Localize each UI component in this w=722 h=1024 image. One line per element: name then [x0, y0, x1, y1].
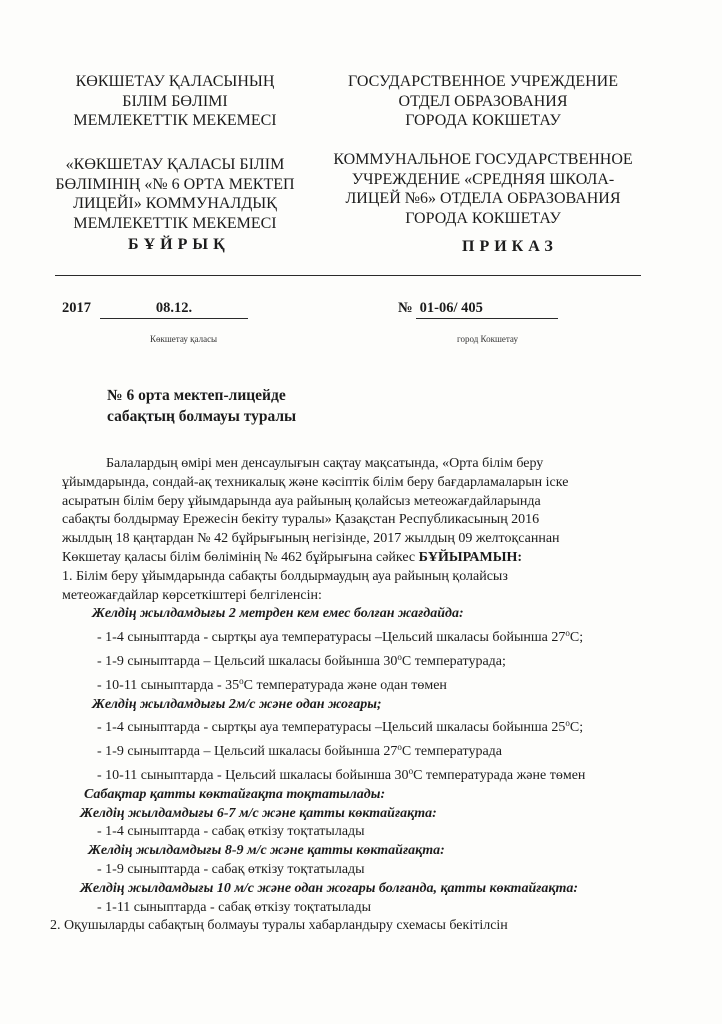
item-1-line: метеожағдайлар көрсеткіштері белгіленсін:: [62, 587, 322, 603]
intro-line: сабақты болдырмау Ережесін бекіту туралы» Қазақстан Республикасының 2016: [62, 512, 540, 528]
order-number: 01-06/ 405: [416, 300, 558, 319]
item-2-line: 2. Оқушыларды сабақтың болмауы туралы хабарландыру схемасы бекітілсін: [50, 918, 508, 934]
blizzard-heading: Сабақтар қатты көктайғақта тоқтатылады:: [84, 786, 386, 802]
wind67-line: - 1-4 сыныптарда - сабақ өткізу тоқтатылады: [97, 824, 365, 840]
title-kz: БҰЙРЫҚ: [128, 236, 230, 253]
wind2ms-heading: Желдің жылдамдығы 2м/с және одан жоғары;: [92, 696, 382, 712]
order-date: 08.12.: [100, 300, 248, 319]
order-year: 2017: [62, 300, 91, 316]
wind2-heading: Желдің жылдамдығы 2 метрден кем емес болған жағдайда:: [92, 606, 464, 622]
wind2-line: - 10-11 сыныптарда - $35^оС$ температурада және одан төмен: [97, 675, 447, 693]
city-ru: город Кокшетау: [457, 334, 518, 344]
wind2ms-line: - 1-4 сыныптарда - сыртқы ауа температурасы –Цельсий шкаласы бойынша $25^оС$;: [97, 718, 584, 736]
order-number-prefix: №: [398, 300, 413, 316]
wind67-heading: Желдің жылдамдығы 6-7 м/с және қатты көктайғақта:: [80, 805, 437, 821]
header-divider: [55, 275, 641, 276]
intro-line: Көкшетау қаласы білім бөлімінің № 462 бұйрығына сәйкес БҰЙЫРАМЫН:: [62, 549, 523, 565]
wind89-heading: Желдің жылдамдығы 8-9 м/с және қатты көктайғақта:: [88, 843, 445, 859]
ru-school-name: КОММУНАЛЬНОЕ ГОСУДАРСТВЕННОЕ УЧРЕЖДЕНИЕ «СРЕДНЯЯ ШКОЛА- ЛИЦЕЙ №6» ОТДЕЛА ОБРАЗОВАНИЯ ГОРОДА КОКШЕТАУ: [333, 151, 633, 227]
intro-line: ұйымдарында, сондай-ақ техникалық және кәсіптік білім беру бағдарламаларын іске: [62, 474, 569, 490]
kz-school-name: «КӨКШЕТАУ ҚАЛАСЫ БІЛІМ БӨЛІМІНІҢ «№ 6 ОРТА МЕКТЕП ЛИЦЕЙІ» КОММУНАЛДЫҚ МЕМЛЕКЕТТІК МЕКЕМЕСІ: [55, 156, 295, 232]
wind2-line: - 1-9 сыныптарда – Цельсий шкаласы бойынша $30^оС$ температурада;: [97, 651, 506, 669]
intro-line: Балалардың өмірі мен денсаулығын сақтау мақсатында, «Орта білім беру: [106, 456, 544, 471]
wind10-line: - 1-11 сыныптарда - сабақ өткізу тоқтатылады: [97, 899, 372, 915]
order-subject: № 6 орта мектеп-лицейде сабақтың болмауы туралы: [107, 387, 297, 425]
order-body: [50, 455, 702, 936]
order-word: БҰЙЫРАМЫН:: [418, 549, 523, 565]
item-1-line: 1. Білім беру ұйымдарында сабақты болдырмаудың ауа райының қолайсыз: [62, 568, 508, 584]
title-ru: ПРИКАЗ: [462, 238, 558, 255]
intro-line: асыратын білім беру ұйымдарында ауа райының қолайсыз метеожағдайларында: [62, 493, 541, 509]
wind10-heading: Желдің жылдамдығы 10 м/с және одан жоғары болғанда, қатты көктайғақта:: [80, 880, 579, 896]
city-kz: Көкшетау қаласы: [150, 334, 218, 344]
wind2ms-line: - 10-11 сыныптарда - Цельсий шкаласы бойынша $30^оС$ температурада және төмен: [97, 765, 586, 783]
wind2-line: - 1-4 сыныптарда - сыртқы ауа температурасы –Цельсий шкаласы бойынша $27^оС$;: [97, 628, 584, 646]
ru-org-name: ГОСУДАРСТВЕННОЕ УЧРЕЖДЕНИЕ ОТДЕЛ ОБРАЗОВАНИЯ ГОРОДА КОКШЕТАУ: [348, 73, 618, 129]
intro-line: жылдың 18 қаңтардан № 42 бұйрығының негізінде, 2017 жылдың 09 желтоқсаннан: [62, 531, 560, 547]
wind2ms-line: - 1-9 сыныптарда – Цельсий шкаласы бойынша $27^оС$ температурада: [97, 742, 502, 760]
kz-org-name: КӨКШЕТАУ ҚАЛАСЫНЫҢ БІЛІМ БӨЛІМІ МЕМЛЕКЕТТІК МЕКЕМЕСІ: [73, 73, 277, 129]
wind89-line: - 1-9 сыныптарда - сабақ өткізу тоқтатылады: [97, 861, 365, 877]
